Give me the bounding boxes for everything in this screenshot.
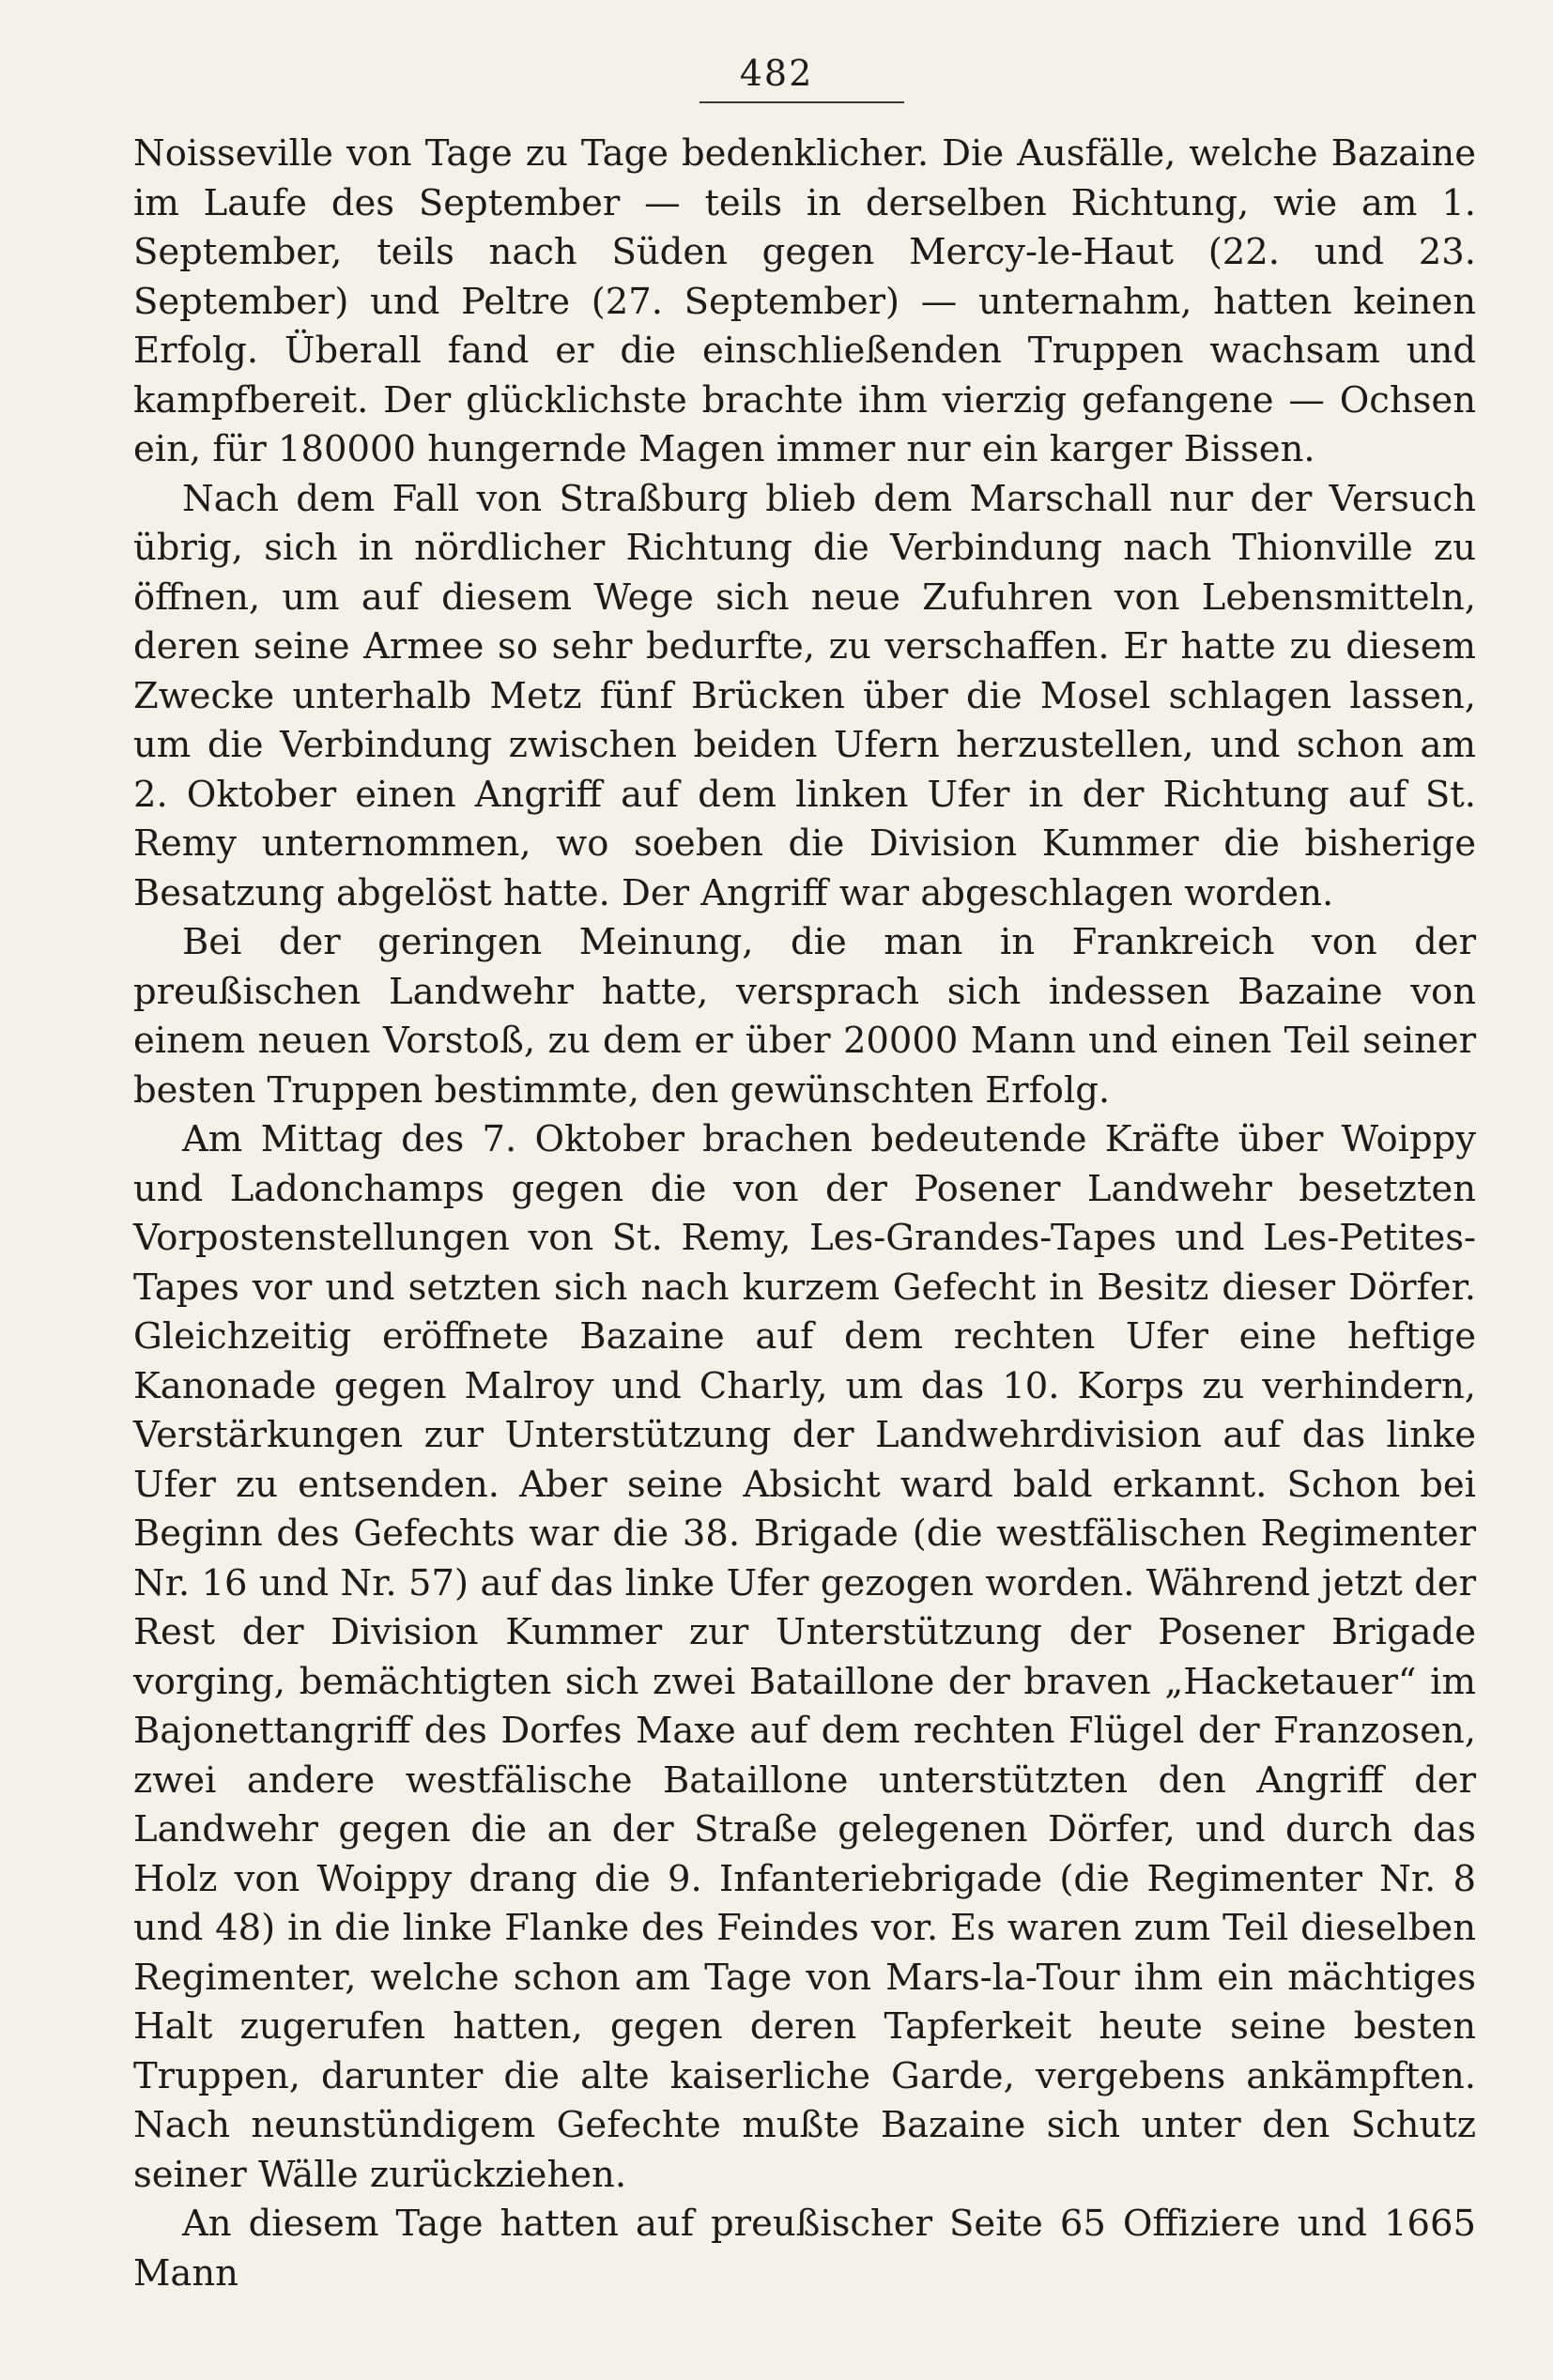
body-text: [133, 130, 1476, 2298]
header-rule: [700, 101, 904, 103]
paragraph-2: Nach dem Fall von Straßburg blieb dem Marschall nur der Versuch übrig, sich in nördlicher Richtung die Verbindung nach Thionville zu öffnen, um auf diesem Wege sich neue Zufuhren von Lebensmitteln, deren seine Armee so sehr bedurfte, zu verschaffen. Er hatte zu diesem Zwecke unterhalb Metz fünf Brücken über die Mosel schlagen lassen, um die Verbindung zwischen beiden Ufern herzustellen, und schon am 2. Oktober einen Angriff auf dem linken Ufer in der Richtung auf St. Remy unternommen, wo soeben die Division Kummer die bisherige Besatzung abgelöst hatte. Der Angriff war abgeschlagen worden.: [133, 477, 1476, 914]
paragraph-3: Bei der geringen Meinung, die man in Frankreich von der preußischen Landwehr hatte, versprach sich indessen Bazaine von einem neuen Vorstoß, zu dem er über 20000 Mann und einen Teil seiner besten Truppen bestimmte, den gewünschten Erfolg.: [133, 921, 1476, 1112]
paragraph-1: Noisseville von Tage zu Tage bedenklicher. Die Ausfälle, welche Bazaine im Laufe des September — teils in derselben Richtung, wie am 1. September, teils nach Süden gegen Mercy-le-Haut (22. und 23. September) und Peltre (27. September) — unternahm, hatten keinen Erfolg. Überall fand er die einschließenden Truppen wachsam und kampfbereit. Der glücklichste brachte ihm vierzig gefangene — Ochsen ein, für 180000 hungernde Magen immer nur ein karger Bissen.: [133, 132, 1476, 470]
paragraph-5: An diesem Tage hatten auf preußischer Seite 65 Offiziere und 1665 Mann: [133, 2203, 1476, 2295]
paragraph-4: Am Mittag des 7. Oktober brachen bedeutende Kräfte über Woippy und Ladonchamps gegen die von der Posener Landwehr besetzten Vorpostenstellungen von St. Remy, Les-Grandes-Tapes und Les-Petites-Tapes vor und setzten sich nach kurzem Gefecht in Besitz dieser Dörfer. Gleichzeitig eröffnete Bazaine auf dem rechten Ufer eine heftige Kanonade gegen Malroy und Charly, um das 10. Korps zu verhindern, Verstärkungen zur Unterstützung der Landwehrdivision auf das linke Ufer zu entsenden. Aber seine Absicht ward bald erkannt. Schon bei Beginn des Gefechts war die 38. Brigade (die westfälischen Regimenter Nr. 16 und Nr. 57) auf das linke Ufer gezogen worden. Während jetzt der Rest der Division Kummer zur Unterstützung der Posener Brigade vorging, bemächtigten sich zwei Bataillone der braven „Hacketauer“ im Bajonettangriff des Dorfes Maxe auf dem rechten Flügel der Franzosen, zwei andere westfälische Bataillone unterstützten den Angriff der Landwehr gegen die an der Straße gelegenen Dörfer, und durch das Holz von Woippy drang die 9. Infanteriebrigade (die Regimenter Nr. 8 und 48) in die linke Flanke des Feindes vor. Es waren zum Teil dieselben Regimenter, welche schon am Tage von Mars-la-Tour ihm ein mächtiges Halt zugerufen hatten, gegen deren Tapferkeit heute seine besten Truppen, darunter die alte kaiserliche Garde, vergebens ankämpften. Nach neunstündigem Gefechte mußte Bazaine sich unter den Schutz seiner Wälle zurückziehen.: [133, 1118, 1476, 2196]
page-number: 482: [739, 53, 814, 94]
